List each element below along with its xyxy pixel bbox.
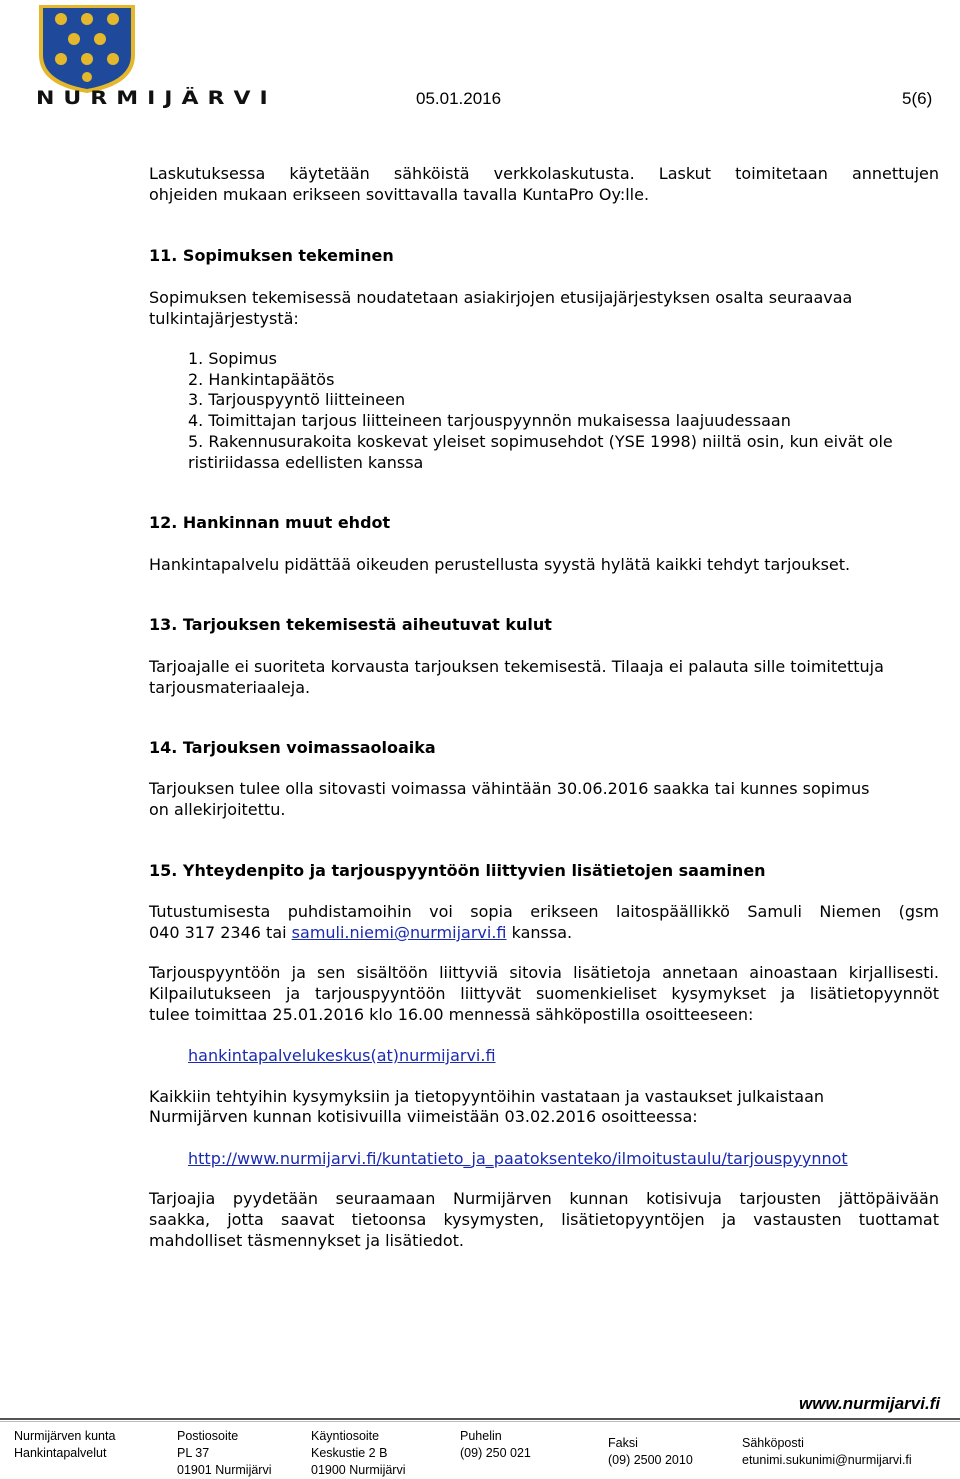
section-14-line-1: Tarjouksen tulee olla sitovasti voimassa vähintään 30.06.2016 saakka tai kunnes sopimus xyxy=(149,779,870,798)
footer-org-unit: Hankintapalvelut xyxy=(14,1446,107,1460)
footer-visiting-address xyxy=(311,1428,405,1479)
section-15-p2-line-3: tulee toimittaa 25.01.2016 klo 16.00 mennessä sähköpostilla osoitteeseen: xyxy=(149,1005,754,1024)
section-15-p4-line-1: Tarjoajia pyydetään seuraamaan Nurmijärven kunnan kotisivuja tarjousten jättöpäivään xyxy=(149,1189,939,1208)
section-15-p1-line-1: Tutustumisesta puhdistamoihin voi sopia erikseen laitospäällikkö Samuli Niemen (gsm xyxy=(149,902,939,921)
section-15-p2-line-1: Tarjouspyyntöön ja sen sisältöön liittyviä sitovia lisätietoja annetaan ainoastaan kirjallisesti. xyxy=(149,963,939,982)
list-item: 1. Sopimus xyxy=(188,349,277,368)
document-date: 05.01.2016 xyxy=(416,89,502,108)
footer-phone-number: (09) 250 021 xyxy=(460,1446,531,1460)
section-15-p3-line-1: Kaikkiin tehtyihin kysymyksiin ja tietopyyntöihin vastataan ja vastaukset julkaistaan xyxy=(149,1087,825,1106)
section-11-paragraph-line-1: Sopimuksen tekemisessä noudatetaan asiakirjojen etusijajärjestyksen osalta seuraavaa xyxy=(149,288,853,307)
intro-line-2: ohjeiden mukaan erikseen sovittavalla tavalla KuntaPro Oy:lle. xyxy=(149,185,650,204)
p1-line-2-prefix: 040 317 2346 tai xyxy=(149,923,287,942)
section-15-p3-line-2: Nurmijärven kunnan kotisivuilla viimeistään 03.02.2016 osoitteessa: xyxy=(149,1107,698,1126)
footer-postal-address xyxy=(177,1428,271,1479)
footer-visiting-code: 01900 Nurmijärvi xyxy=(311,1463,406,1477)
email-link-samuli-niemi[interactable]: samuli.niemi@nurmijarvi.fi xyxy=(291,923,507,942)
p1-line-2-suffix: kanssa. xyxy=(511,923,573,942)
footer-website[interactable]: www.nurmijarvi.fi xyxy=(799,1394,941,1413)
list-item: 5. Rakennusurakoita koskevat yleiset sopimusehdot (YSE 1998) niiltä osin, kun eivät ole xyxy=(188,432,893,451)
list-item-continuation: ristiriidassa edellisten kanssa xyxy=(188,453,424,472)
section-12-text: Hankintapalvelu pidättää oikeuden perustellusta syystä hylätä kaikki tehdyt tarjoukset. xyxy=(149,555,851,574)
section-14-line-2: on allekirjoitettu. xyxy=(149,800,286,819)
section-12-heading: 12. Hankinnan muut ehdot xyxy=(149,513,391,532)
footer-phone-label: Puhelin xyxy=(460,1429,502,1443)
section-15-p1-line-2 xyxy=(149,922,939,943)
section-15-p2-line-2: Kilpailutukseen ja tarjouspyyntöön liittyvät suomenkieliset kysymykset ja lisätietopyynnöt xyxy=(149,984,939,1003)
footer-visiting-street: Keskustie 2 B xyxy=(311,1446,388,1460)
footer-organization xyxy=(14,1428,115,1462)
section-11-paragraph-line-2: tulkintajärjestystä: xyxy=(149,309,299,328)
footer-email xyxy=(742,1435,912,1469)
section-13-line-1: Tarjoajalle ei suoriteta korvausta tarjouksen tekemisestä. Tilaaja ei palauta sille toimitettuja xyxy=(149,657,884,676)
list-item: 4. Toimittajan tarjous liitteineen tarjouspyynnön mukaisessa laajuudessaan xyxy=(188,411,791,430)
footer-postal-label: Postiosoite xyxy=(177,1429,239,1443)
list-item: 3. Tarjouspyyntö liitteineen xyxy=(188,390,406,409)
list-item: 2. Hankintapäätös xyxy=(188,370,335,389)
footer-visiting-label: Käyntiosoite xyxy=(311,1429,380,1443)
contact-email-link[interactable]: hankintapalvelukeskus(at)nurmijarvi.fi xyxy=(188,1046,496,1065)
section-15-p4-line-3: mahdolliset täsmennykset ja lisätiedot. xyxy=(149,1231,464,1250)
section-14-heading: 14. Tarjouksen voimassaoloaika xyxy=(149,738,436,757)
page-number: 5(6) xyxy=(902,89,933,108)
footer-email-label: Sähköposti xyxy=(742,1436,804,1450)
footer-org-name: Nurmijärven kunta xyxy=(14,1429,116,1443)
footer-postal-box: PL 37 xyxy=(177,1446,210,1460)
footer-divider xyxy=(0,1418,960,1420)
section-15-heading: 15. Yhteydenpito ja tarjouspyyntöön liittyvien lisätietojen saaminen xyxy=(149,861,766,880)
municipal-coat-of-arms-icon xyxy=(37,5,137,93)
footer-divider-shadow xyxy=(0,1421,960,1422)
footer-phone xyxy=(460,1428,531,1462)
section-15-p4-line-2: saakka, jotta saavat tietoonsa kysymysten, lisätietopyyntöjen ja vastausten tuottamat xyxy=(149,1210,939,1229)
section-13-line-2: tarjousmateriaaleja. xyxy=(149,678,311,697)
section-13-heading: 13. Tarjouksen tekemisestä aiheutuvat kulut xyxy=(149,615,552,634)
notice-board-url-line xyxy=(188,1148,948,1169)
contact-email-line xyxy=(188,1045,948,1066)
footer-email-address: etunimi.sukunimi@nurmijarvi.fi xyxy=(742,1453,912,1467)
logo-wordmark: NURMIJÄRVI xyxy=(36,88,277,110)
section-11-heading: 11. Sopimuksen tekeminen xyxy=(149,246,394,265)
footer-postal-code: 01901 Nurmijärvi xyxy=(177,1463,272,1477)
footer-fax-label: Faksi xyxy=(608,1436,638,1450)
intro-line-1: Laskutuksessa käytetään sähköistä verkkolaskutusta. Laskut toimitetaan annettujen xyxy=(149,164,939,183)
footer-fax-number: (09) 2500 2010 xyxy=(608,1453,693,1467)
notice-board-url-link[interactable]: http://www.nurmijarvi.fi/kuntatieto_ja_paatoksenteko/ilmoitustaulu/tarjouspyynnot xyxy=(188,1149,848,1168)
footer-fax xyxy=(608,1435,693,1469)
